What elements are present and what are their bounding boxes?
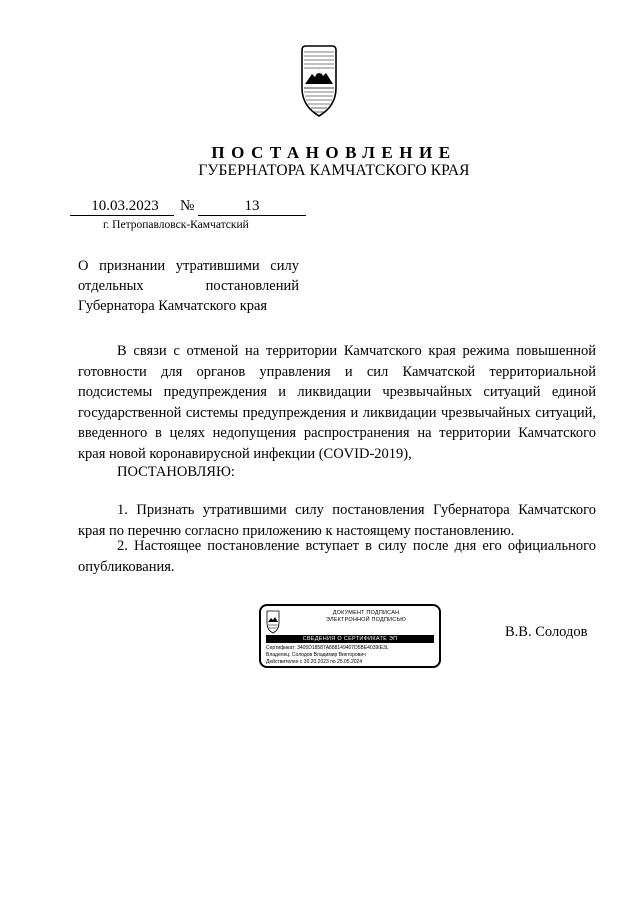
decree-item: 2. Настоящее постановление вступает в силу после дня его официального опубликования. bbox=[78, 538, 596, 575]
document-type-title: ПОСТАНОВЛЕНИЕ bbox=[211, 143, 457, 162]
stamp-title-line2: ЭЛЕКТРОННОЙ ПОДПИСЬЮ bbox=[325, 617, 407, 623]
coat-of-arms-emblem bbox=[298, 44, 340, 120]
issuer-title: ГУБЕРНАТОРА КАМЧАТСКОГО КРАЯ bbox=[198, 162, 470, 179]
stamp-header-text: СВЕДЕНИЯ О СЕРТИФИКАТЕ ЭП bbox=[302, 636, 398, 642]
stamp-owner: Владелец: Солодов Владимир Викторович bbox=[266, 652, 366, 658]
stamp-title-line1: ДОКУМЕНТ ПОДПИСАН bbox=[332, 610, 400, 616]
document-date: 10.03.2023 bbox=[91, 198, 159, 214]
stamp-header-bar bbox=[266, 635, 434, 643]
decree-item: 1. Признать утратившими силу постановления Губернатора Камчатского края по перечню согласно приложению к настоящему постановлению. bbox=[78, 502, 596, 539]
date-underline bbox=[70, 215, 174, 216]
electronic-signature-stamp bbox=[259, 604, 441, 668]
signer-name: В.В. Солодов bbox=[505, 624, 588, 640]
stamp-certificate: Сертификат: 3405D18587A888149407D5BE4039IE3L bbox=[266, 645, 389, 651]
stamp-validity: Действителен с 30.20.2023 по 25.05.2024 bbox=[266, 659, 363, 665]
document-subject: О признании утратившими силу отдельных постановлений Губернатора Камчатского края bbox=[78, 258, 299, 314]
preamble-paragraph: В связи с отменой на территории Камчатского края режима повышенной готовности для органов управления и сил Камчатской территориальной подсистемы предупреждения и ликвидации чрезвычайных ситуаций единой государственной системы предупреждения и ликвидации чрезвычайных ситуаций, введенного в целях недопущения распространения на территории Камчатского края новой коронавирусной инфекции (COVID-2019), bbox=[78, 343, 596, 462]
document-number: 13 bbox=[244, 198, 260, 214]
number-sign: № bbox=[180, 198, 195, 214]
city-label: г. Петропавловск-Камчатский bbox=[103, 219, 249, 231]
decree-word: ПОСТАНОВЛЯЮ: bbox=[117, 464, 235, 480]
number-underline bbox=[198, 215, 306, 216]
stamp-emblem-icon bbox=[266, 609, 280, 635]
